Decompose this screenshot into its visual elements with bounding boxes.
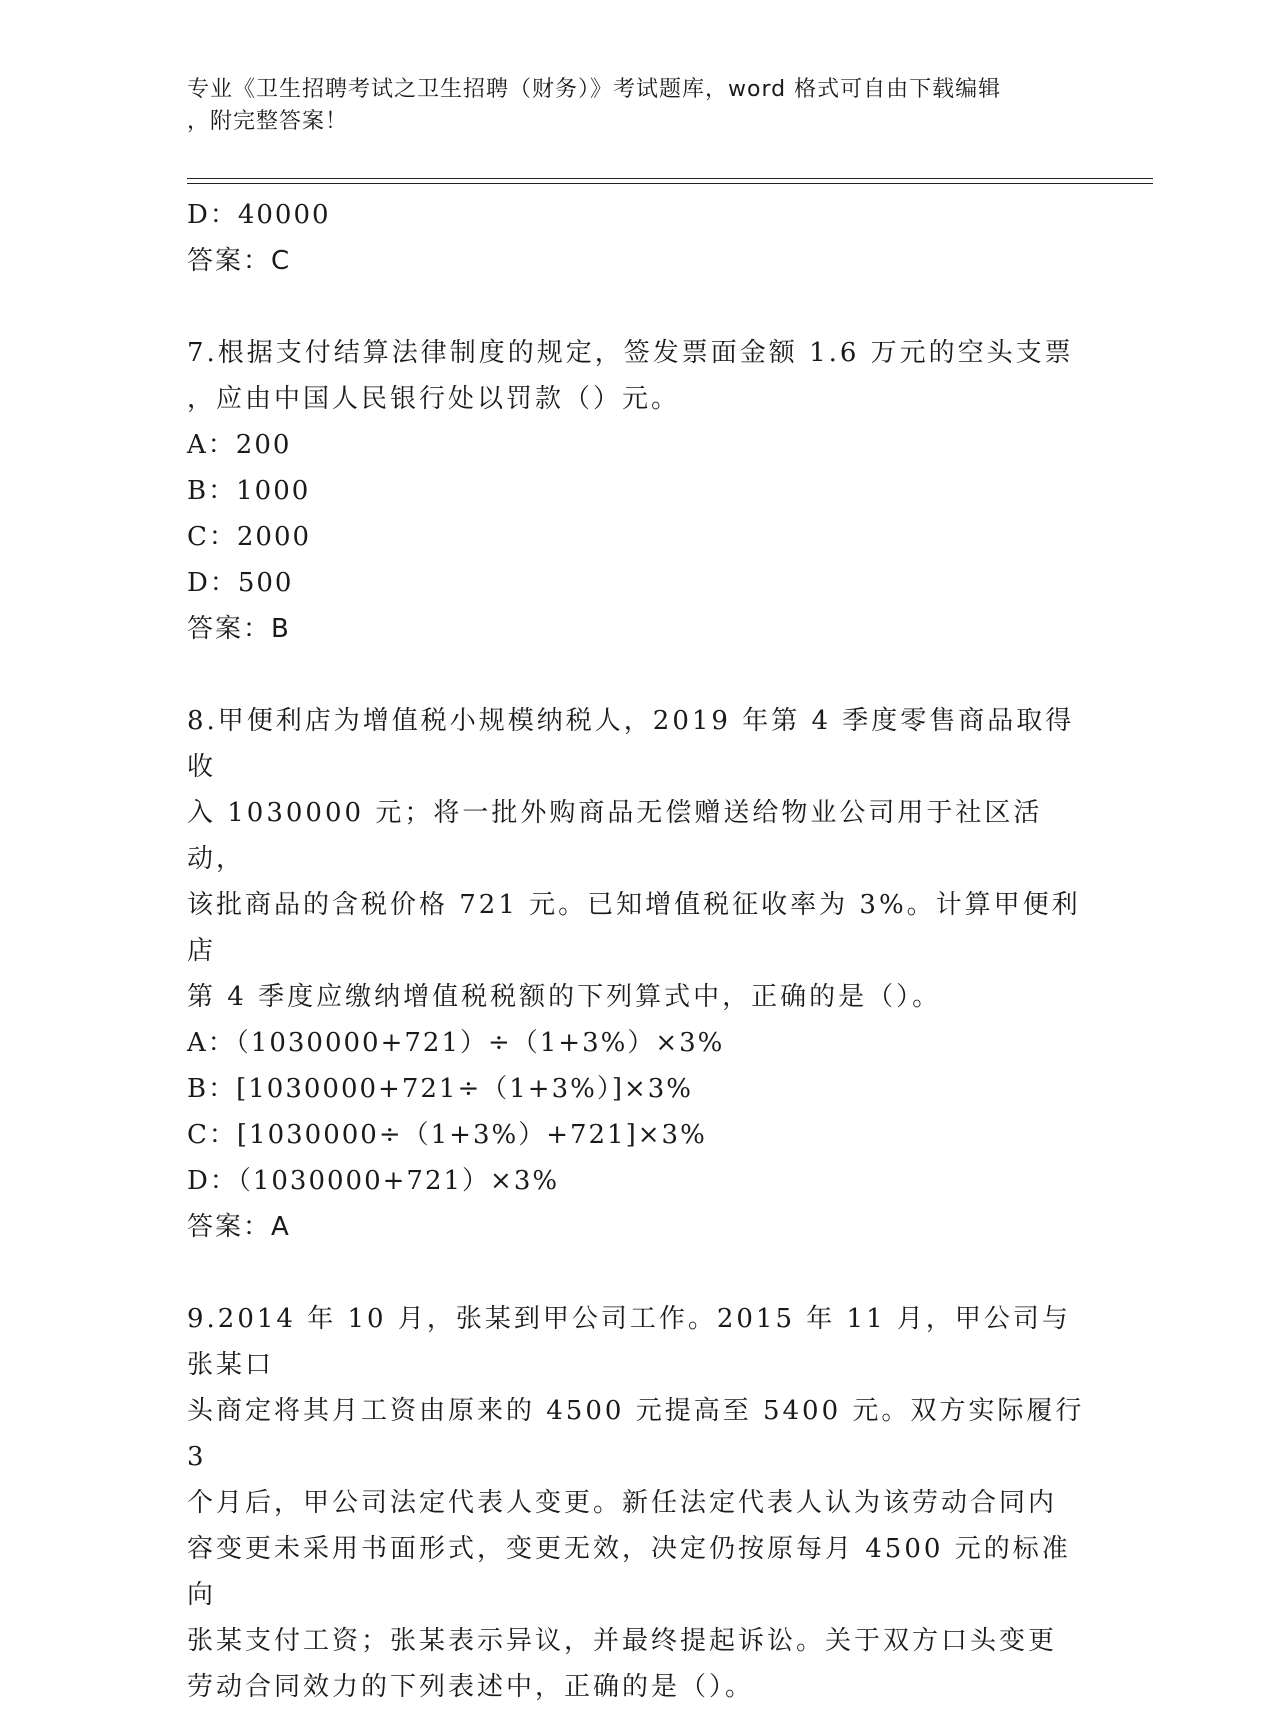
option-d: D：（1030000+721）×3%: [187, 1166, 560, 1196]
page-header: [187, 74, 1087, 138]
option-b: B：1000: [187, 476, 311, 506]
header-line-1: 专业《卫生招聘考试之卫生招聘（财务）》考试题库，word 格式可自由下载编辑: [187, 77, 1002, 102]
question-text-line: 劳动合同效力的下列表述中，正确的是（）。: [187, 1672, 755, 1702]
option-b: B：[1030000+721÷（1+3%）]×3%: [187, 1074, 693, 1104]
header-rule-bottom: [187, 183, 1153, 184]
question-text-line: 该批商品的含税价格 721 元。已知增值税征收率为 3%。计算甲便利店: [187, 890, 1081, 966]
question-text-line: 9.2014 年 10 月，张某到甲公司工作。2015 年 11 月，甲公司与张某口: [187, 1304, 1071, 1380]
previous-question-tail: [187, 192, 1087, 284]
spacer: [187, 284, 1087, 330]
answer-line: 答案：A: [187, 1212, 291, 1242]
option-a: A：（1030000+721）÷（1+3%）×3%: [187, 1028, 725, 1058]
option-d: D：500: [187, 568, 294, 598]
question-text-line: 头商定将其月工资由原来的 4500 元提高至 5400 元。双方实际履行 3: [187, 1396, 1085, 1472]
spacer: [187, 1250, 1087, 1296]
option-c: C：2000: [187, 522, 312, 552]
question-text-line: 第 4 季度应缴纳增值税税额的下列算式中，正确的是（）。: [187, 982, 942, 1012]
answer-line: 答案：C: [187, 246, 292, 276]
question-text-line: ，应由中国人民银行处以罚款（）元。: [187, 384, 681, 414]
question-text-line: 张某支付工资；张某表示异议，并最终提起诉讼。关于双方口头变更: [187, 1626, 1058, 1656]
document-body: [187, 192, 1087, 1710]
question-text-line: 8.甲便利店为增值税小规模纳税人，2019 年第 4 季度零售商品取得收: [187, 706, 1075, 782]
header-rule-top: [187, 178, 1153, 179]
question-7: [187, 330, 1087, 652]
answer-line: 答案：B: [187, 614, 291, 644]
question-8: [187, 698, 1087, 1250]
option-a: A：200: [187, 430, 292, 460]
question-text-line: 7.根据支付结算法律制度的规定，签发票面金额 1.6 万元的空头支票: [187, 338, 1074, 368]
question-text-line: 入 1030000 元；将一批外购商品无偿赠送给物业公司用于社区活动，: [187, 798, 1043, 874]
header-line-2: ，附完整答案！: [187, 109, 349, 134]
question-text-line: 容变更未采用书面形式，变更无效，决定仍按原每月 4500 元的标准向: [187, 1534, 1071, 1610]
question-text-line: 个月后，甲公司法定代表人变更。新任法定代表人认为该劳动合同内: [187, 1488, 1058, 1518]
question-9: [187, 1296, 1087, 1710]
option-d: D：40000: [187, 200, 331, 230]
option-c: C：[1030000÷（1+3%）+721]×3%: [187, 1120, 707, 1150]
spacer: [187, 652, 1087, 698]
